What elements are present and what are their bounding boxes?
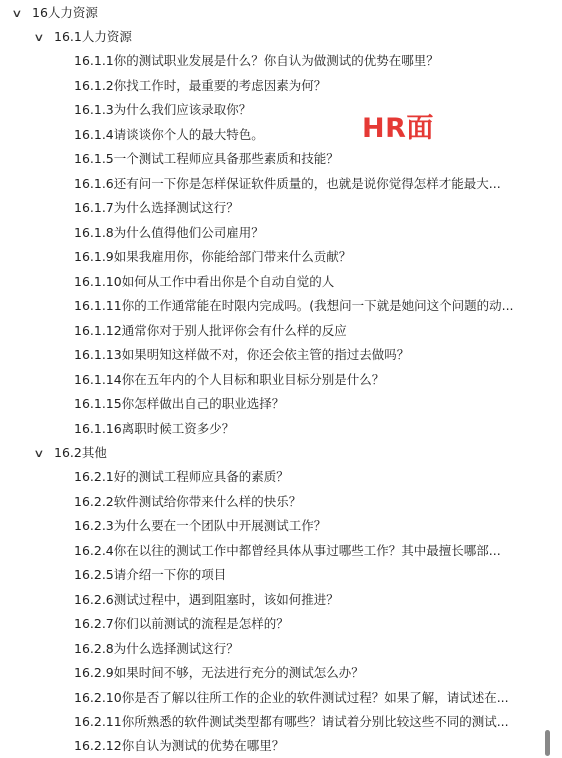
tree-node-16-1[interactable]	[33, 25, 132, 49]
list-item[interactable]: 16.2.3为什么要在一个团队中开展测试工作？	[74, 518, 327, 533]
list-item[interactable]: 16.2.5请介绍一下你的项目	[74, 567, 227, 582]
list-item[interactable]: 16.1.2你找工作时，最重要的考虑因素为何？	[74, 78, 327, 93]
node-label: 16.1人力资源	[54, 29, 132, 44]
list-item[interactable]: 16.1.4请谈谈你个人的最大特色。	[74, 127, 264, 142]
tree-node-16-2[interactable]	[33, 441, 107, 465]
list-item[interactable]: 16.1.3为什么我们应该录取你？	[74, 102, 252, 117]
list-item[interactable]: 16.2.8为什么选择测试这行？	[74, 641, 239, 656]
list-item[interactable]: 16.2.10你是否了解以往所工作的企业的软件测试过程？如果了解，请试述在...	[74, 690, 509, 705]
list-item[interactable]: 16.1.9如果我雇用你，你能给部门带来什么贡献？	[74, 249, 352, 264]
list-item[interactable]: 16.2.4你在以往的测试工作中都曾经具体从事过哪些工作？其中最擅长哪部...	[74, 543, 501, 558]
node-label: 16人力资源	[32, 5, 98, 20]
list-item[interactable]: 16.1.11你的工作通常能在时限内完成吗。(我想问一下就是她问这个问题的动...	[74, 298, 514, 313]
chevron-down-icon[interactable]: ∨	[33, 31, 45, 44]
list-item[interactable]: 16.1.15你怎样做出自己的职业选择？	[74, 396, 285, 411]
list-item[interactable]: 16.1.1你的测试职业发展是什么？你自认为做测试的优势在哪里？	[74, 53, 439, 68]
list-item[interactable]: 16.1.13如果明知这样做不对，你还会依主管的指过去做吗？	[74, 347, 410, 362]
list-item[interactable]: 16.1.12通常你对于别人批评你会有什么样的反应	[74, 323, 347, 338]
list-item[interactable]: 16.2.1好的测试工程师应具备的素质？	[74, 469, 289, 484]
list-item[interactable]: 16.2.9如果时间不够，无法进行充分的测试怎么办？	[74, 665, 364, 680]
node-label: 16.2其他	[54, 445, 107, 460]
list-item[interactable]: 16.2.2软件测试给你带来什么样的快乐？	[74, 494, 302, 509]
list-item[interactable]: 16.1.6还有问一下你是怎样保证软件质量的，也就是说你觉得怎样才能最大...	[74, 176, 501, 191]
tree-node-16[interactable]	[11, 1, 98, 25]
list-item[interactable]: 16.1.8为什么值得他们公司雇用？	[74, 225, 264, 240]
chevron-down-icon[interactable]: ∨	[11, 7, 23, 20]
list-item[interactable]: 16.2.12你自认为测试的优势在哪里？	[74, 738, 285, 753]
vertical-scrollbar-thumb[interactable]	[545, 730, 550, 756]
list-item[interactable]: 16.2.6测试过程中，遇到阻塞时，该如何推进？	[74, 592, 339, 607]
list-item[interactable]: 16.2.7你们以前测试的流程是怎样的？	[74, 616, 289, 631]
list-item[interactable]: 16.1.16离职时候工资多少？	[74, 421, 235, 436]
hr-annotation-label: HR面	[362, 113, 434, 144]
list-item[interactable]: 16.1.14你在五年内的个人目标和职业目标分别是什么？	[74, 372, 385, 387]
chevron-down-icon[interactable]: ∨	[33, 447, 45, 460]
list-item[interactable]: 16.1.5一个测试工程师应具备那些素质和技能？	[74, 151, 339, 166]
list-item[interactable]: 16.1.10如何从工作中看出你是个自动自觉的人	[74, 274, 335, 289]
list-item[interactable]: 16.2.11你所熟悉的软件测试类型都有哪些？请试着分别比较这些不同的测试...	[74, 714, 509, 729]
list-item[interactable]: 16.1.7为什么选择测试这行？	[74, 200, 239, 215]
